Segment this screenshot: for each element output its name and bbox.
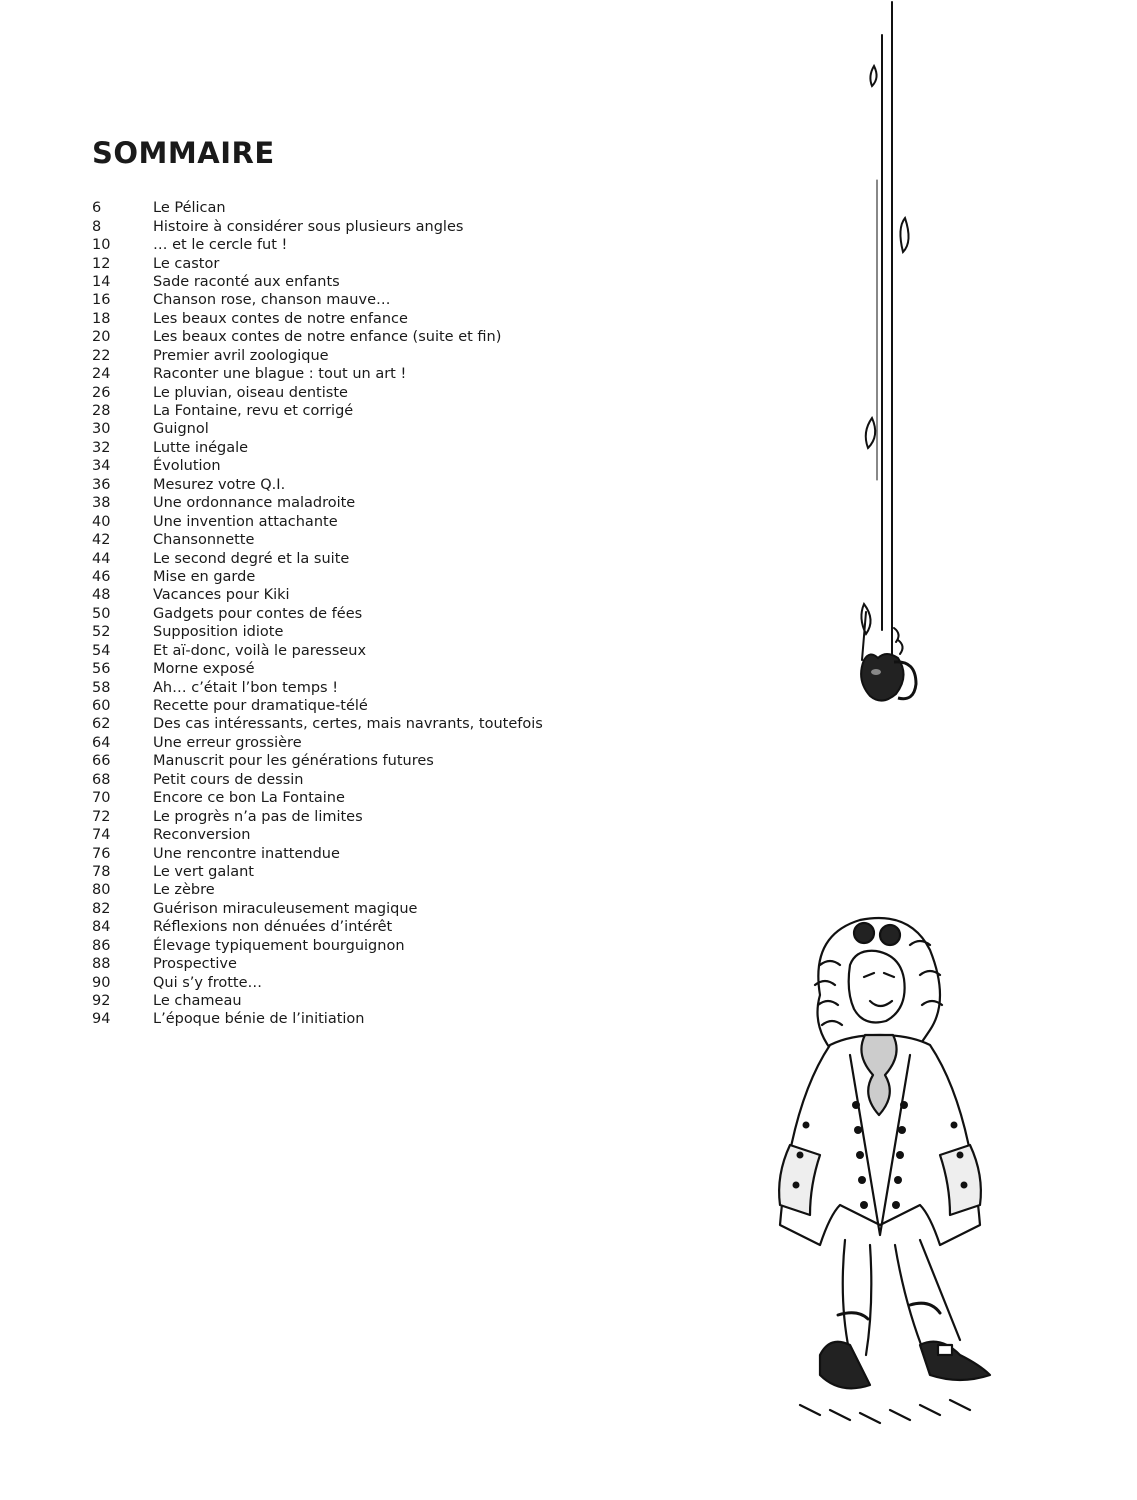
- toc-entry: [92, 715, 543, 733]
- toc-entry-title: Gadgets pour contes de fées: [153, 605, 363, 622]
- toc-page-number: 60: [92, 698, 111, 715]
- toc-entry: [92, 771, 543, 789]
- toc-page-number: 76: [92, 845, 111, 862]
- toc-entry: [92, 623, 543, 641]
- toc-entry-title: Vacances pour Kiki: [153, 587, 290, 604]
- toc-page-number: 24: [92, 366, 111, 383]
- toc-entry: [92, 476, 543, 494]
- toc-entry-title: Des cas intéressants, certes, mais navrants, toutefois: [153, 716, 543, 733]
- toc-entry: [92, 494, 543, 512]
- toc-page-number: 94: [92, 1011, 111, 1028]
- toc-entry: [92, 568, 543, 586]
- toc-page-number: 68: [92, 771, 111, 788]
- toc-entry-title: Guignol: [153, 421, 209, 438]
- toc-entry-title: Le progrès n’a pas de limites: [153, 808, 363, 825]
- toc-entry: [92, 937, 543, 955]
- toc-entry-title: Mise en garde: [153, 568, 256, 585]
- toc-entry: [92, 826, 543, 844]
- toc-page-number: 14: [92, 273, 111, 290]
- toc-entry-title: Une ordonnance maladroite: [153, 495, 356, 512]
- toc-entry-title: Une rencontre inattendue: [153, 845, 340, 862]
- toc-entry: [92, 310, 543, 328]
- toc-entry-title: La Fontaine, revu et corrigé: [153, 403, 354, 420]
- toc-page-number: 12: [92, 255, 111, 272]
- toc-entry: [92, 254, 543, 272]
- toc-entry: [92, 660, 543, 678]
- toc-page-number: 52: [92, 624, 111, 641]
- toc-entry: [92, 420, 543, 438]
- toc-page-number: 34: [92, 458, 111, 475]
- toc-entry: [92, 955, 543, 973]
- toc-entry-title: Réflexions non dénuées d’intérêt: [153, 919, 393, 936]
- toc-page-number: 90: [92, 974, 111, 991]
- toc-entry-title: Le pluvian, oiseau dentiste: [153, 384, 348, 401]
- toc-page-number: 30: [92, 421, 111, 438]
- toc-page-number: 50: [92, 605, 111, 622]
- toc-entry: [92, 347, 543, 365]
- toc-entry-title: Le chameau: [153, 993, 242, 1010]
- toc-page-number: 20: [92, 329, 111, 346]
- toc-entry-title: Petit cours de dessin: [153, 771, 304, 788]
- toc-entry-title: Prospective: [153, 956, 237, 973]
- toc-entry-title: … et le cercle fut !: [153, 237, 288, 254]
- toc-entry: [92, 807, 543, 825]
- toc-entry: [92, 291, 543, 309]
- toc-page-number: 86: [92, 937, 111, 954]
- toc-page-number: 36: [92, 476, 111, 493]
- toc-page-number: 72: [92, 808, 111, 825]
- toc-entry: [92, 734, 543, 752]
- toc-page-number: 46: [92, 568, 111, 585]
- toc-entry: [92, 1010, 543, 1028]
- gentleman-illustration: [760, 905, 1000, 1445]
- toc-page-number: 22: [92, 347, 111, 364]
- toc-entry: [92, 439, 543, 457]
- toc-entry: [92, 217, 543, 235]
- toc-page-number: 16: [92, 292, 111, 309]
- toc-entry: [92, 752, 543, 770]
- toc-entry: [92, 549, 543, 567]
- toc-entry: [92, 531, 543, 549]
- toc-entry-title: Le castor: [153, 255, 220, 272]
- toc-entry: [92, 457, 543, 475]
- toc-entry: [92, 273, 543, 291]
- toc-entry: [92, 586, 543, 604]
- toc-entry-title: Ah… c’était l’bon temps !: [153, 679, 339, 696]
- toc-entry: [92, 900, 543, 918]
- toc-entry-title: Recette pour dramatique-télé: [153, 698, 368, 715]
- toc-entry: [92, 402, 543, 420]
- toc-page-number: 80: [92, 882, 111, 899]
- toc-page-number: 32: [92, 439, 111, 456]
- toc-entry-title: Évolution: [153, 458, 221, 475]
- toc-page-number: 38: [92, 495, 111, 512]
- toc-entry: [92, 365, 543, 383]
- toc-entry-title: Et aï-donc, voilà le paresseux: [153, 642, 367, 659]
- toc-page-number: 92: [92, 993, 111, 1010]
- toc-page-number: 40: [92, 513, 111, 530]
- toc-page-number: 10: [92, 237, 111, 254]
- toc-page-number: 62: [92, 716, 111, 733]
- toc-entry-title: Le second degré et la suite: [153, 550, 350, 567]
- toc-entry: [92, 328, 543, 346]
- page-title: SOMMAIRE: [92, 136, 275, 170]
- toc-entry: [92, 844, 543, 862]
- toc-page-number: 78: [92, 863, 111, 880]
- toc-entry: [92, 605, 543, 623]
- toc-entry-title: L’époque bénie de l’initiation: [153, 1011, 365, 1028]
- toc-entry-title: Raconter une blague : tout un art !: [153, 366, 407, 383]
- toc-entry-title: Encore ce bon La Fontaine: [153, 790, 345, 807]
- toc-entry-title: Mesurez votre Q.I.: [153, 476, 286, 493]
- toc-entry-title: Qui s’y frotte…: [153, 974, 263, 991]
- toc-page-number: 8: [92, 218, 102, 235]
- toc-entry: [92, 512, 543, 530]
- toc-entry-title: Une erreur grossière: [153, 734, 302, 751]
- toc-entry-title: Premier avril zoologique: [153, 347, 329, 364]
- toc-entry-title: Le zèbre: [153, 882, 215, 899]
- toc-page-number: 48: [92, 587, 111, 604]
- toc-entry: [92, 789, 543, 807]
- toc-entry-title: Une invention attachante: [153, 513, 338, 530]
- toc-entry-title: Manuscrit pour les générations futures: [153, 753, 434, 770]
- toc-entry-title: Chanson rose, chanson mauve…: [153, 292, 391, 309]
- toc-page-number: 88: [92, 956, 111, 973]
- toc-page-number: 66: [92, 753, 111, 770]
- toc-entry-title: Le Pélican: [153, 200, 226, 217]
- toc-page-number: 82: [92, 900, 111, 917]
- toc-page-number: 44: [92, 550, 111, 567]
- toc-page-number: 28: [92, 403, 111, 420]
- toc-entry-title: Morne exposé: [153, 661, 255, 678]
- toc-entry-title: Les beaux contes de notre enfance (suite et fin): [153, 329, 502, 346]
- toc-page-number: 42: [92, 532, 111, 549]
- toc-entry: [92, 973, 543, 991]
- toc-entry: [92, 918, 543, 936]
- toc-entry-title: Chansonnette: [153, 532, 255, 549]
- toc-entry: [92, 678, 543, 696]
- toc-entry-title: Le vert galant: [153, 863, 254, 880]
- toc-entry-title: Élevage typiquement bourguignon: [153, 937, 405, 954]
- toc-page-number: 18: [92, 310, 111, 327]
- apple-icon: [861, 654, 916, 701]
- falling-apple-illustration: [850, 0, 940, 720]
- toc-entry: [92, 863, 543, 881]
- toc-page-number: 58: [92, 679, 111, 696]
- toc-entry-title: Histoire à considérer sous plusieurs angles: [153, 218, 464, 235]
- toc-entry-title: Les beaux contes de notre enfance: [153, 310, 408, 327]
- toc-page-number: 56: [92, 661, 111, 678]
- toc-page-number: 64: [92, 734, 111, 751]
- table-of-contents: [92, 199, 543, 1029]
- toc-entry-title: Lutte inégale: [153, 439, 249, 456]
- toc-page-number: 70: [92, 790, 111, 807]
- toc-page-number: 26: [92, 384, 111, 401]
- toc-entry-title: Reconversion: [153, 827, 251, 844]
- toc-entry-title: Supposition idiote: [153, 624, 284, 641]
- toc-entry: [92, 236, 543, 254]
- toc-entry: [92, 992, 543, 1010]
- toc-page-number: 84: [92, 919, 111, 936]
- toc-page-number: 74: [92, 827, 111, 844]
- toc-entry-title: Guérison miraculeusement magique: [153, 900, 418, 917]
- toc-entry: [92, 383, 543, 401]
- toc-entry: [92, 697, 543, 715]
- toc-entry: [92, 642, 543, 660]
- toc-page-number: 54: [92, 642, 111, 659]
- toc-entry: [92, 199, 543, 217]
- toc-entry: [92, 881, 543, 899]
- toc-entry-title: Sade raconté aux enfants: [153, 273, 340, 290]
- toc-page-number: 6: [92, 200, 102, 217]
